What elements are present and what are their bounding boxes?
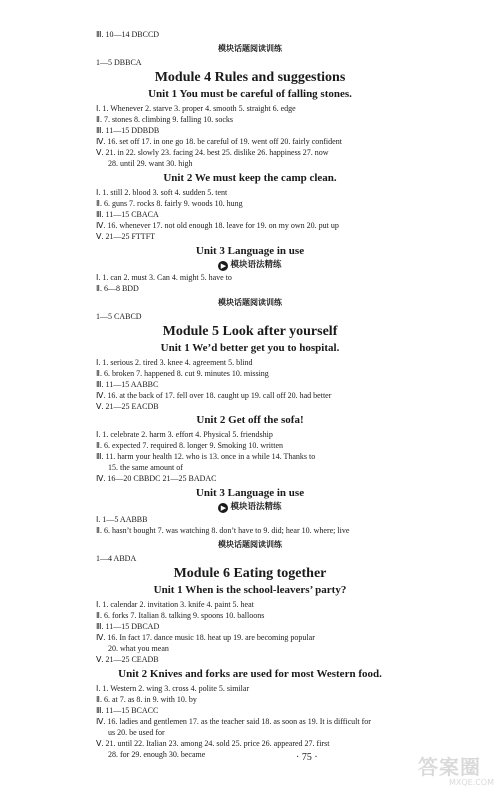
answer-line: Ⅰ. 1. celebrate 2. harm 3. effort 4. Physical 5. friendship xyxy=(96,430,273,439)
play-arrow-icon: ▶ xyxy=(218,503,228,513)
grammar-label: 模块语法精练 xyxy=(230,260,282,270)
answer-line: 1—5 CABCD xyxy=(96,312,142,321)
answer-line: Ⅰ. 1. calendar 2. invitation 3. knife 4. paint 5. heat xyxy=(96,600,254,609)
answer-line: Ⅳ. 16. at the back of 17. fell over 18. caught up 19. call off 20. had better xyxy=(96,391,332,400)
answer-line: 1—4 ABDA xyxy=(96,554,137,563)
section-heading: 模块话题阅读训练 xyxy=(218,298,282,307)
unit-title: Unit 2 Knives and forks are used for most Western food. xyxy=(118,668,382,680)
answer-line: Ⅰ. 1. can 2. must 3. Can 4. might 5. have to xyxy=(96,273,232,282)
page-number: · 75 · xyxy=(296,752,318,763)
answer-line: Ⅱ. 6. forks 7. Italian 8. talking 9. spoons 10. balloons xyxy=(96,611,265,620)
module-title: Module 6 Eating together xyxy=(173,566,327,581)
module-title: Module 4 Rules and suggestions xyxy=(154,70,346,85)
grammar-heading xyxy=(0,259,500,271)
answer-line: Ⅱ. 6. at 7. as 8. in 9. with 10. by xyxy=(96,695,197,704)
answer-line: Ⅴ. 21. until 22. Italian 23. among 24. sold 25. price 26. appeared 27. first xyxy=(96,739,330,748)
answer-line: Ⅱ. 6. hasn’t bought 7. was watching 8. don’t have to 9. did; hear 10. where; live xyxy=(96,526,350,535)
answer-line: Ⅱ. 6. guns 7. rocks 8. fairly 9. woods 10. hung xyxy=(96,199,243,208)
answer-line: Ⅴ. 21. in 22. slowly 23. facing 24. best 25. dislike 26. happiness 27. now xyxy=(96,148,329,157)
watermark-logo xyxy=(418,756,494,796)
module-title: Module 5 Look after yourself xyxy=(162,324,338,339)
answer-line: 20. what you mean xyxy=(108,644,169,653)
unit-title: Unit 1 When is the school-leavers’ party? xyxy=(153,584,347,596)
play-arrow-icon: ▶ xyxy=(218,261,228,271)
answer-line: 1—5 DBBCA xyxy=(96,58,142,67)
answer-line: Ⅰ. 1. serious 2. tired 3. knee 4. agreement 5. blind xyxy=(96,358,253,367)
answer-line: Ⅴ. 21—25 CEADB xyxy=(96,655,159,664)
answer-line: Ⅳ. 16. set off 17. in one go 18. be careful of 19. went off 20. fairly confident xyxy=(96,137,342,146)
grammar-heading xyxy=(0,501,500,513)
answer-line: Ⅱ. 6. broken 7. happened 8. cut 9. minutes 10. missing xyxy=(96,369,269,378)
grammar-label: 模块语法精练 xyxy=(230,502,282,512)
unit-title: Unit 3 Language in use xyxy=(195,487,305,499)
answer-line: us 20. be used for xyxy=(108,728,165,737)
answer-line: 15. the same amount of xyxy=(108,463,183,472)
answer-line: Ⅰ. 1—5 AABBB xyxy=(96,515,148,524)
answer-line: Ⅲ. 11—15 DDBDB xyxy=(96,126,160,135)
answer-line: Ⅱ. 7. stones 8. climbing 9. falling 10. socks xyxy=(96,115,234,124)
watermark-logo-url: MXQE.COM xyxy=(448,778,494,787)
section-heading: 模块话题阅读训练 xyxy=(218,44,282,53)
watermark-logo-text: 答案圈 xyxy=(418,755,481,779)
answer-line: Ⅳ. 16. ladies and gentlemen 17. as the teacher said 18. as soon as 19. It is difficult for xyxy=(96,717,371,726)
section-heading: 模块话题阅读训练 xyxy=(218,540,282,549)
answer-line: Ⅱ. 6—8 BDD xyxy=(96,284,139,293)
answer-line: Ⅱ. 6. expected 7. required 8. longer 9. Smoking 10. written xyxy=(96,441,284,450)
answer-line: Ⅲ. 11—15 DBCAD xyxy=(96,622,160,631)
answer-line: Ⅰ. 1. Western 2. wing 3. cross 4. polite 5. similar xyxy=(96,684,250,693)
answer-line: Ⅰ. 1. still 2. blood 3. soft 4. sudden 5. tent xyxy=(96,188,228,197)
answer-line: Ⅴ. 21—25 EACDB xyxy=(96,402,159,411)
answer-line: Ⅲ. 11—15 AABBC xyxy=(96,380,159,389)
unit-title: Unit 1 You must be careful of falling stones. xyxy=(148,88,352,100)
answer-line: 28. until 29. want 30. high xyxy=(108,159,193,168)
unit-title: Unit 2 We must keep the camp clean. xyxy=(163,172,337,184)
unit-title: Unit 1 We’d better get you to hospital. xyxy=(160,342,340,354)
answer-line: Ⅲ. 11—15 CBACA xyxy=(96,210,159,219)
answer-line: Ⅳ. 16—20 CBBDC 21—25 BADAC xyxy=(96,474,217,483)
answer-line: Ⅳ. 16. whenever 17. not old enough 18. leave for 19. on my own 20. put up xyxy=(96,221,339,230)
answer-line: 28. for 29. enough 30. became xyxy=(108,750,206,759)
answer-line: Ⅲ. 10—14 DBCCD xyxy=(96,30,160,39)
answer-line: Ⅲ. 11—15 BCACC xyxy=(96,706,159,715)
unit-title: Unit 2 Get off the sofa! xyxy=(196,414,304,426)
unit-title: Unit 3 Language in use xyxy=(195,245,305,257)
answer-line: Ⅰ. 1. Whenever 2. starve 3. proper 4. smooth 5. straight 6. edge xyxy=(96,104,296,113)
answer-line: Ⅴ. 21—25 FTTFT xyxy=(96,232,156,241)
answer-line: Ⅳ. 16. In fact 17. dance music 18. heat up 19. are becoming popular xyxy=(96,633,315,642)
answer-line: Ⅲ. 11. harm your health 12. who is 13. once in a while 14. Thanks to xyxy=(96,452,316,461)
